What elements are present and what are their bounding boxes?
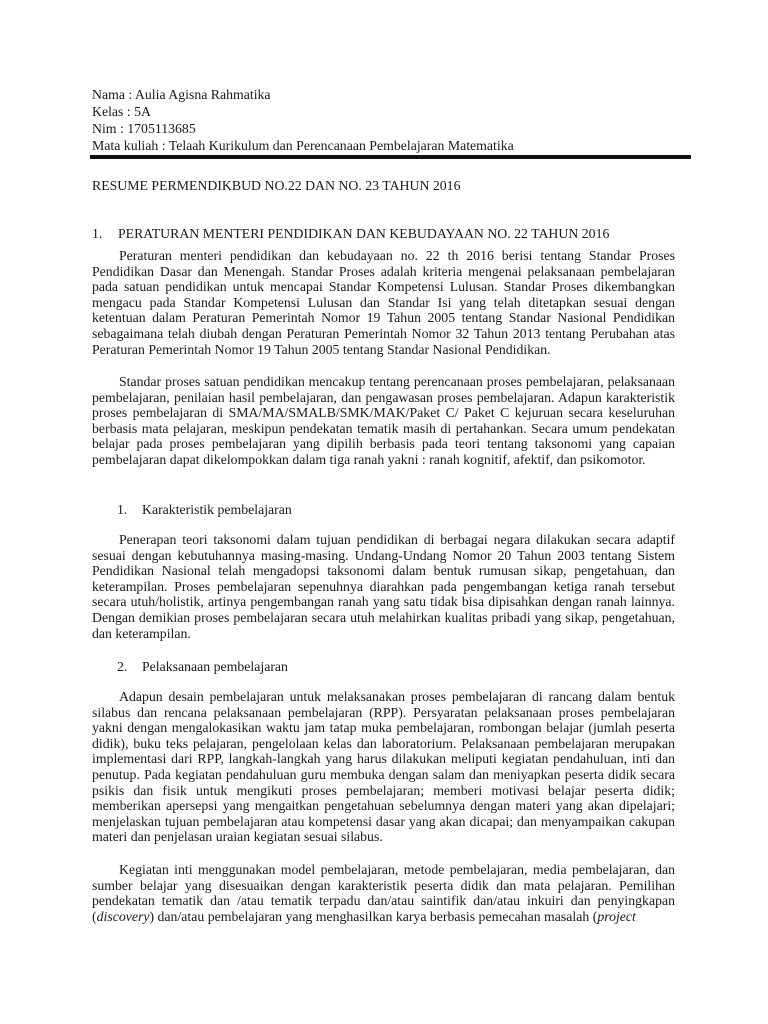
section-heading <box>92 226 609 242</box>
paragraph-text: Kegiatan inti menggunakan model pembelajaran, metode pembelajaran, media pembelajaran, dan sumber belajar yang disesuaikan dengan karakteristik peserta didik dan mata pelajaran. Pemilihan pendekatan tematik dan /atau tematik terpadu dan/atau saintifik dan/atau inkuiri dan penyingkapan ( <box>92 862 675 924</box>
paragraph-text: ) dan/atau pembelajaran yang menghasilkan karya berbasis pemecahan masalah ( <box>149 908 598 924</box>
student-class: Kelas : 5A <box>92 104 152 119</box>
subheading-number: 2. <box>117 659 128 674</box>
student-name: Nama : Aulia Agisna Rahmatika <box>92 87 271 102</box>
paragraph-desain-pembelajaran: Adapun desain pembelajaran untuk melaksanakan proses pembelajaran di rancang dalam bentuk silabus dan rencana pelaksanaan pembelajaran (RPP). Persyaratan pelaksanaan proses pembelajaran yakni dengan mengalokasikan waktu jam tatap muka pembelajaran, rombongan belajar (jumlah peserta didik), buku teks pelajaran, pengelolaan kelas dan laboratorium. Pelaksanaan pembelajaran merupakan implementasi dari RPP, langkah-langkah yang harus dilakukan meliputi kegiatan pendahuluan, inti dan penutup. Pada kegiatan pendahuluan guru membuka dengan salam dan meniyapkan peserta didik secara psikis dan fisik untuk mengikuti proses pembelajaran; memberi motivasi belajar peserta didik; memberikan apersepsi yang mengaitkan pengetahuan sebelumnya dengan materi yang akan dipelajari; menjelaskan tujuan pembelajaran atau kompetensi dasar yang akan dicapai; dan menyampaikan cakupan materi dan penjelasan uraian kegiatan sesuai silabus. <box>92 689 675 845</box>
course-name: Mata kuliah : Telaah Kurikulum dan Perencanaan Pembelajaran Matematika <box>92 138 514 153</box>
subheading-title: Pelaksanaan pembelajaran <box>142 659 288 674</box>
section-title: PERATURAN MENTERI PENDIDIKAN DAN KEBUDAYAAN NO. 22 TAHUN 2016 <box>118 226 610 241</box>
subheading-number: 1. <box>117 502 128 517</box>
subheading-title: Karakteristik pembelajaran <box>142 502 292 517</box>
italic-term: project <box>597 908 636 924</box>
header-divider <box>90 155 691 159</box>
section-number: 1. <box>92 226 103 241</box>
document-title: RESUME PERMENDIKBUD NO.22 DAN NO. 23 TAHUN 2016 <box>92 178 461 193</box>
subheading-karakteristik <box>117 502 292 518</box>
italic-term: discovery <box>96 908 150 924</box>
student-nim: Nim : 1705113685 <box>92 121 196 136</box>
student-info <box>92 86 514 154</box>
paragraph-karakteristik-proses: Standar proses satuan pendidikan mencakup tentang perencanaan proses pembelajaran, pelaksanaan pembelajaran, penilaian hasil pembelajaran, dan pengawasan proses pembelajaran. Adapun karakteristik proses pembelajaran di SMA/MA/SMALB/SMK/MAK/Paket C/ Paket C kejuruan secara keseluruhan berbasis mata pelajaran, meskipun pendekatan tematik masih di pertahankan. Secara umum pendekatan belajar pada proses pembelajaran yang dipilih berbasis pada teori tentang taksonomi yang capaian pembelajaran dapat dikelompokkan dalam tiga ranah yakni : ranah kognitif, afektif, dan psikomotor. <box>92 374 675 467</box>
paragraph-standar-proses: Peraturan menteri pendidikan dan kebudayaan no. 22 th 2016 berisi tentang Standar Proses Pendidikan Dasar dan Menengah. Standar Proses adalah kriteria mengenai pelaksanaan pembelajaran pada satuan pendidikan untuk mencapai Standar Kompetensi Lulusan. Standar Proses dikembangkan mengacu pada Standar Kompetensi Lulusan dan Standar Isi yang telah ditetapkan sesuai dengan ketentuan dalam Peraturan Pemerintah Nomor 19 Tahun 2005 tentang Standar Nasional Pendidikan sebagaimana telah diubah dengan Peraturan Pemerintah Nomor 32 Tahun 2013 tentang Perubahan atas Peraturan Pemerintah Nomor 19 Tahun 2005 tentang Standar Nasional Pendidikan. <box>92 248 675 357</box>
paragraph-taksonomi: Penerapan teori taksonomi dalam tujuan pendidikan di berbagai negara dilakukan secara adaptif sesuai dengan kebutuhannya masing-masing. Undang-Undang Nomor 20 Tahun 2003 tentang Sistem Pendidikan Nasional telah mengadopsi taksonomi dalam bentuk rumusan sikap, pengetahuan, dan keterampilan. Proses pembelajaran sepenuhnya diarahkan pada pengembangan ketiga ranah tersebut secara utuh/holistik, artinya pengembangan ranah yang satu tidak bisa dipisahkan dengan ranah lainnya. Dengan demikian proses pembelajaran secara utuh melahirkan kualitas pribadi yang sikap, pengetahuan, dan keterampilan. <box>92 532 675 641</box>
subheading-pelaksanaan <box>117 659 288 675</box>
paragraph-kegiatan-inti <box>92 862 675 924</box>
